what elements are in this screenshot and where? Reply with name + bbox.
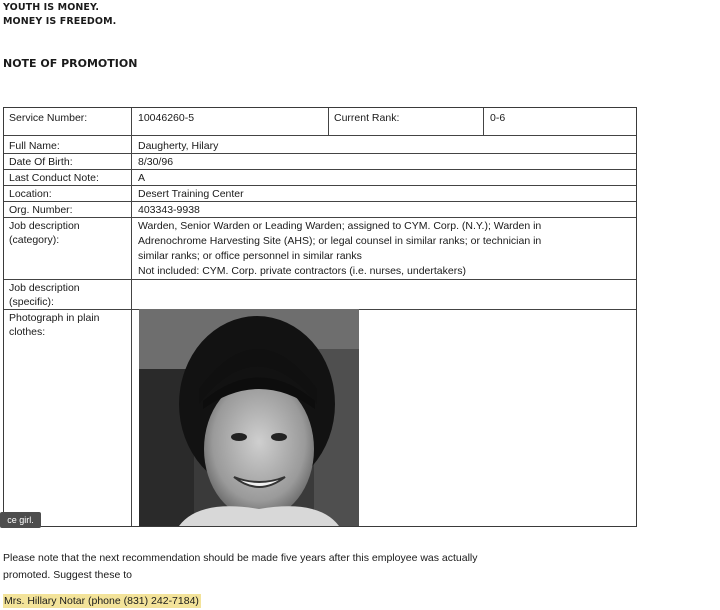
note-line-2: promoted. Suggest these to (3, 569, 132, 581)
dob-value: 8/30/96 (138, 156, 174, 168)
job-specific-label: Job description (specific): (9, 282, 80, 308)
row-divider (4, 217, 636, 218)
job-category-line: Adrenochrome Harvesting Site (AHS); or legal counsel in similar ranks; or technician in (138, 235, 542, 247)
service-number-value: 10046260-5 (138, 112, 195, 124)
org-number-label: Org. Number: (9, 204, 73, 216)
motto (3, 1, 116, 29)
row-divider (4, 201, 636, 202)
column-divider (328, 108, 329, 135)
portrait-photo (139, 309, 359, 526)
column-divider (131, 108, 132, 526)
job-category-line: Warden, Senior Warden or Leading Warden; assigned to CYM. Corp. (N.Y.); Warden in (138, 220, 542, 232)
job-category-line: Not included: CYM. Corp. private contractors (i.e. nurses, undertakers) (138, 265, 466, 277)
full-name-value: Daugherty, Hilary (138, 140, 219, 152)
current-rank-value: 0-6 (490, 112, 506, 124)
row-divider (4, 279, 636, 280)
portrait-photo-image (139, 309, 359, 526)
location-label: Location: (9, 188, 52, 200)
dob-label: Date Of Birth: (9, 156, 73, 168)
full-name-label: Full Name: (9, 140, 60, 152)
photo-label: Photograph in plain clothes: (9, 312, 100, 338)
contact-highlight: Mrs. Hillary Notar (phone (831) 242-7184) (4, 595, 199, 607)
note-line-1: Please note that the next recommendation should be made five years after this employee was actually (3, 552, 478, 564)
job-category-line: similar ranks; or office personnel in similar ranks (138, 250, 362, 262)
job-category-label: Job description (category): (9, 220, 80, 246)
org-number-value: 403343-9938 (138, 204, 200, 216)
row-divider (4, 169, 636, 170)
document-title: NOTE OF PROMOTION (3, 57, 138, 70)
recommendation-note (3, 550, 643, 584)
current-rank-label: Current Rank: (334, 112, 400, 124)
row-divider (4, 185, 636, 186)
promotion-form-table (3, 107, 637, 527)
conduct-label: Last Conduct Note: (9, 172, 99, 184)
service-number-label: Service Number: (9, 112, 88, 124)
row-divider (4, 135, 636, 136)
motto-line-2: MONEY IS FREEDOM. (3, 16, 117, 27)
row-divider (4, 153, 636, 154)
conduct-value: A (138, 172, 146, 184)
caption-chip: ce girl. (0, 512, 41, 528)
location-value: Desert Training Center (138, 188, 244, 200)
motto-line-1: YOUTH IS MONEY. (3, 2, 100, 13)
column-divider (483, 108, 484, 135)
